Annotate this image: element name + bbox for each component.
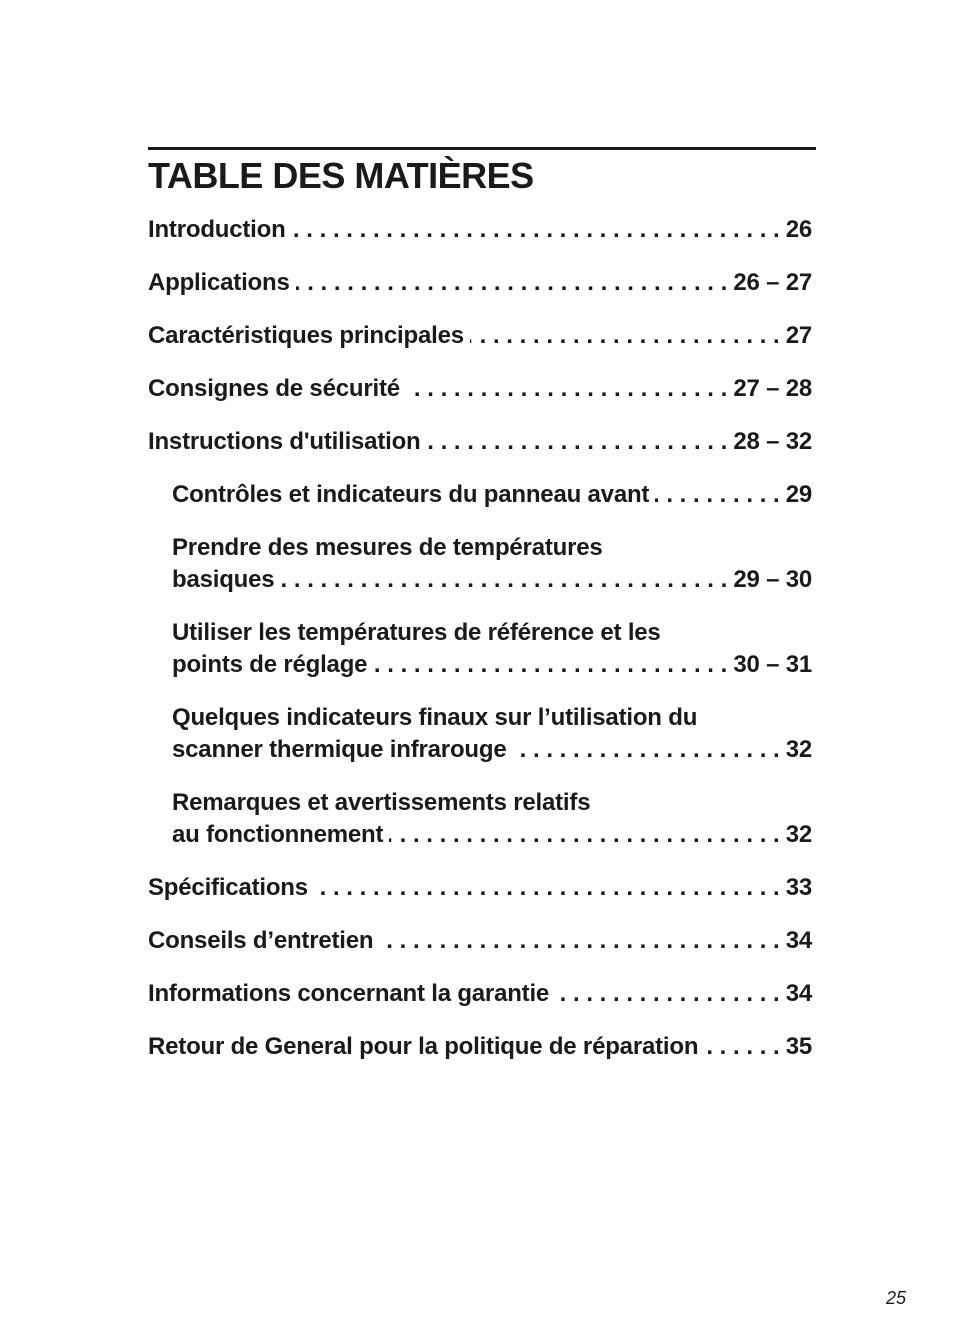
toc-entry-page: 29 (785, 481, 812, 508)
toc-entry[interactable] (148, 617, 812, 681)
toc-entry-line (148, 373, 812, 405)
toc-entry-line (148, 1031, 812, 1063)
toc-entry-line (148, 214, 812, 246)
page-title: TABLE DES MATIÈRES (148, 155, 534, 196)
toc-entry-title: Spécifications (148, 874, 308, 901)
page-number: 25 (885, 1288, 906, 1308)
toc-entry-line (172, 734, 812, 766)
toc-entry-line (172, 819, 812, 851)
toc-entry[interactable] (148, 426, 812, 458)
toc-entry-page: 34 (785, 980, 812, 1007)
toc-entry-page: 35 (785, 1033, 812, 1060)
toc-entry-title: basiques (172, 566, 275, 593)
toc-entry-title: Contrôles et indicateurs du panneau avant (172, 481, 650, 508)
toc-entry-title: scanner thermique infrarouge (172, 736, 507, 763)
toc-entry-line (172, 564, 812, 596)
toc-entry[interactable] (148, 373, 812, 405)
toc-entry[interactable] (148, 872, 812, 904)
toc-entry-page: 27 (785, 322, 812, 349)
toc-entry-title-line: Remarques et avertissements relatifs (172, 789, 591, 816)
toc-entry-page: 33 (785, 874, 812, 901)
toc-entry[interactable] (148, 702, 812, 766)
dot-leader (512, 734, 779, 766)
toc-entry-line (148, 426, 812, 458)
toc-entry-page: 28 – 32 (733, 428, 812, 455)
dot-leader (314, 872, 780, 904)
dot-leader (406, 373, 727, 405)
table-of-contents (148, 214, 812, 1084)
toc-entry-page: 32 (785, 821, 812, 848)
toc-entry-line (172, 479, 812, 511)
toc-entry-title-line: Quelques indicateurs finaux sur l’utilisation du (172, 704, 698, 731)
toc-entry[interactable] (148, 1031, 812, 1063)
dot-leader (389, 819, 779, 851)
toc-entry-title: Informations concernant la garantie (148, 980, 550, 1007)
toc-entry-line (172, 649, 812, 681)
toc-entry-title: Caractéristiques principales (148, 322, 464, 349)
toc-entry[interactable] (148, 267, 812, 299)
toc-entry-page: 34 (785, 927, 812, 954)
dot-leader (292, 214, 780, 246)
toc-entry[interactable] (148, 320, 812, 352)
toc-entry-title: Consignes de sécurité (148, 375, 400, 402)
toc-entry[interactable] (148, 532, 812, 596)
toc-entry-page: 29 – 30 (733, 566, 812, 593)
toc-entry-line (148, 872, 812, 904)
toc-entry-title-line: Prendre des mesures de températures (172, 534, 603, 561)
toc-entry-title: Retour de General pour la politique de réparation (148, 1033, 699, 1060)
title-rule (148, 147, 816, 150)
toc-entry[interactable] (148, 787, 812, 851)
toc-entry-title: Applications (148, 269, 290, 296)
toc-entry[interactable] (148, 214, 812, 246)
toc-entry[interactable] (148, 479, 812, 511)
toc-entry-title-line: Utiliser les températures de référence et les (172, 619, 661, 646)
toc-entry-line (148, 320, 812, 352)
toc-entry-line (148, 267, 812, 299)
dot-leader (296, 267, 728, 299)
toc-entry-title: Conseils d’entretien (148, 927, 374, 954)
dot-leader (427, 426, 728, 458)
dot-leader (704, 1031, 779, 1063)
dot-leader (470, 320, 780, 352)
toc-entry-line (148, 925, 812, 957)
dot-leader (655, 479, 779, 511)
toc-entry-page: 32 (785, 736, 812, 763)
dot-leader (280, 564, 727, 596)
toc-entry-page: 26 (785, 216, 812, 243)
dot-leader (555, 978, 780, 1010)
toc-entry-title: Instructions d'utilisation (148, 428, 421, 455)
toc-entry-page: 27 – 28 (733, 375, 812, 402)
toc-entry-title: points de réglage (172, 651, 368, 678)
toc-entry-page: 26 – 27 (733, 269, 812, 296)
toc-entry-title: au fonctionnement (172, 821, 384, 848)
toc-entry-title: Introduction (148, 216, 286, 243)
toc-entry-page: 30 – 31 (733, 651, 812, 678)
toc-entry[interactable] (148, 925, 812, 957)
dot-leader (379, 925, 779, 957)
dot-leader (373, 649, 727, 681)
toc-entry-line (148, 978, 812, 1010)
toc-entry[interactable] (148, 978, 812, 1010)
